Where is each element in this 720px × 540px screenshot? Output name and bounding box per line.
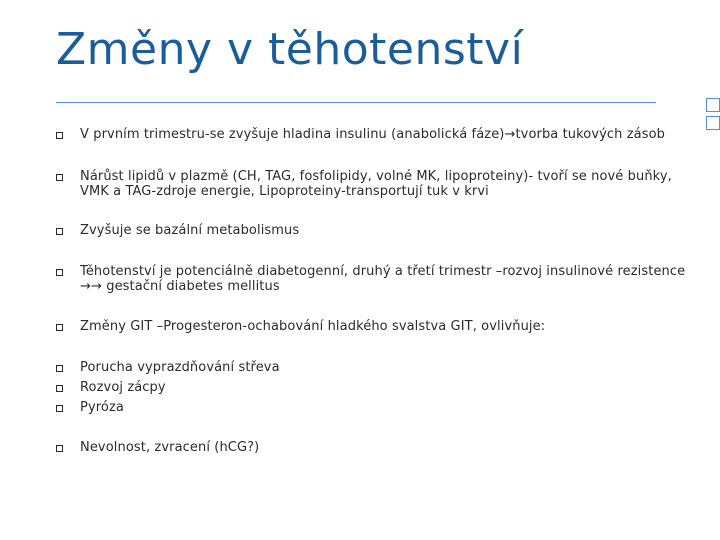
bullet-text: Pyróza — [80, 400, 124, 415]
title-divider — [56, 102, 656, 103]
square-bullet-icon — [56, 324, 63, 331]
square-bullet-icon — [56, 365, 63, 372]
square-bullet-icon — [56, 269, 63, 276]
bullet-item-constipation — [56, 380, 686, 395]
bullet-text: Těhotenství je potenciálně diabetogenní, druhý a třetí trimestr –rozvoj insulinové rezistence →→ gestační diabetes mellitus — [80, 264, 686, 294]
bullet-item-lipids — [56, 169, 686, 199]
square-bullet-icon — [56, 228, 63, 235]
decorative-corner-squares — [706, 98, 720, 130]
decorative-square-icon — [706, 98, 720, 112]
bullet-text: Porucha vyprazdňování střeva — [80, 360, 280, 375]
bullet-text: V prvním trimestru-se zvyšuje hladina insulinu (anabolická fáze)→tvorba tukových zásob — [80, 127, 666, 142]
slide-title: Změny v těhotenství — [56, 24, 524, 75]
square-bullet-icon — [56, 445, 63, 452]
bullet-text: Rozvoj zácpy — [80, 380, 166, 395]
bullet-item-metabolism — [56, 223, 686, 238]
bullet-item-pyrosis — [56, 400, 686, 415]
bullet-item-nausea — [56, 440, 686, 455]
bullet-text: Nevolnost, zvracení (hCG?) — [80, 440, 260, 455]
bullet-item-git — [56, 319, 686, 334]
bullet-item-insulin — [56, 127, 686, 142]
square-bullet-icon — [56, 405, 63, 412]
bullet-item-bowel — [56, 360, 686, 375]
decorative-square-icon — [706, 116, 720, 130]
square-bullet-icon — [56, 174, 63, 181]
bullet-text: Změny GIT –Progesteron-ochabování hladkého svalstva GIT, ovlivňuje: — [80, 319, 546, 334]
bullet-item-diabetes — [56, 264, 686, 294]
bullet-text: Nárůst lipidů v plazmě (CH, TAG, fosfolipidy, volné MK, lipoproteiny)- tvoří se nové buňky, VMK a TAG-zdroje energie, Lipoproteiny-transportují tuk v krvi — [80, 169, 672, 199]
square-bullet-icon — [56, 385, 63, 392]
bullet-text: Zvyšuje se bazální metabolismus — [80, 223, 300, 238]
square-bullet-icon — [56, 132, 63, 139]
